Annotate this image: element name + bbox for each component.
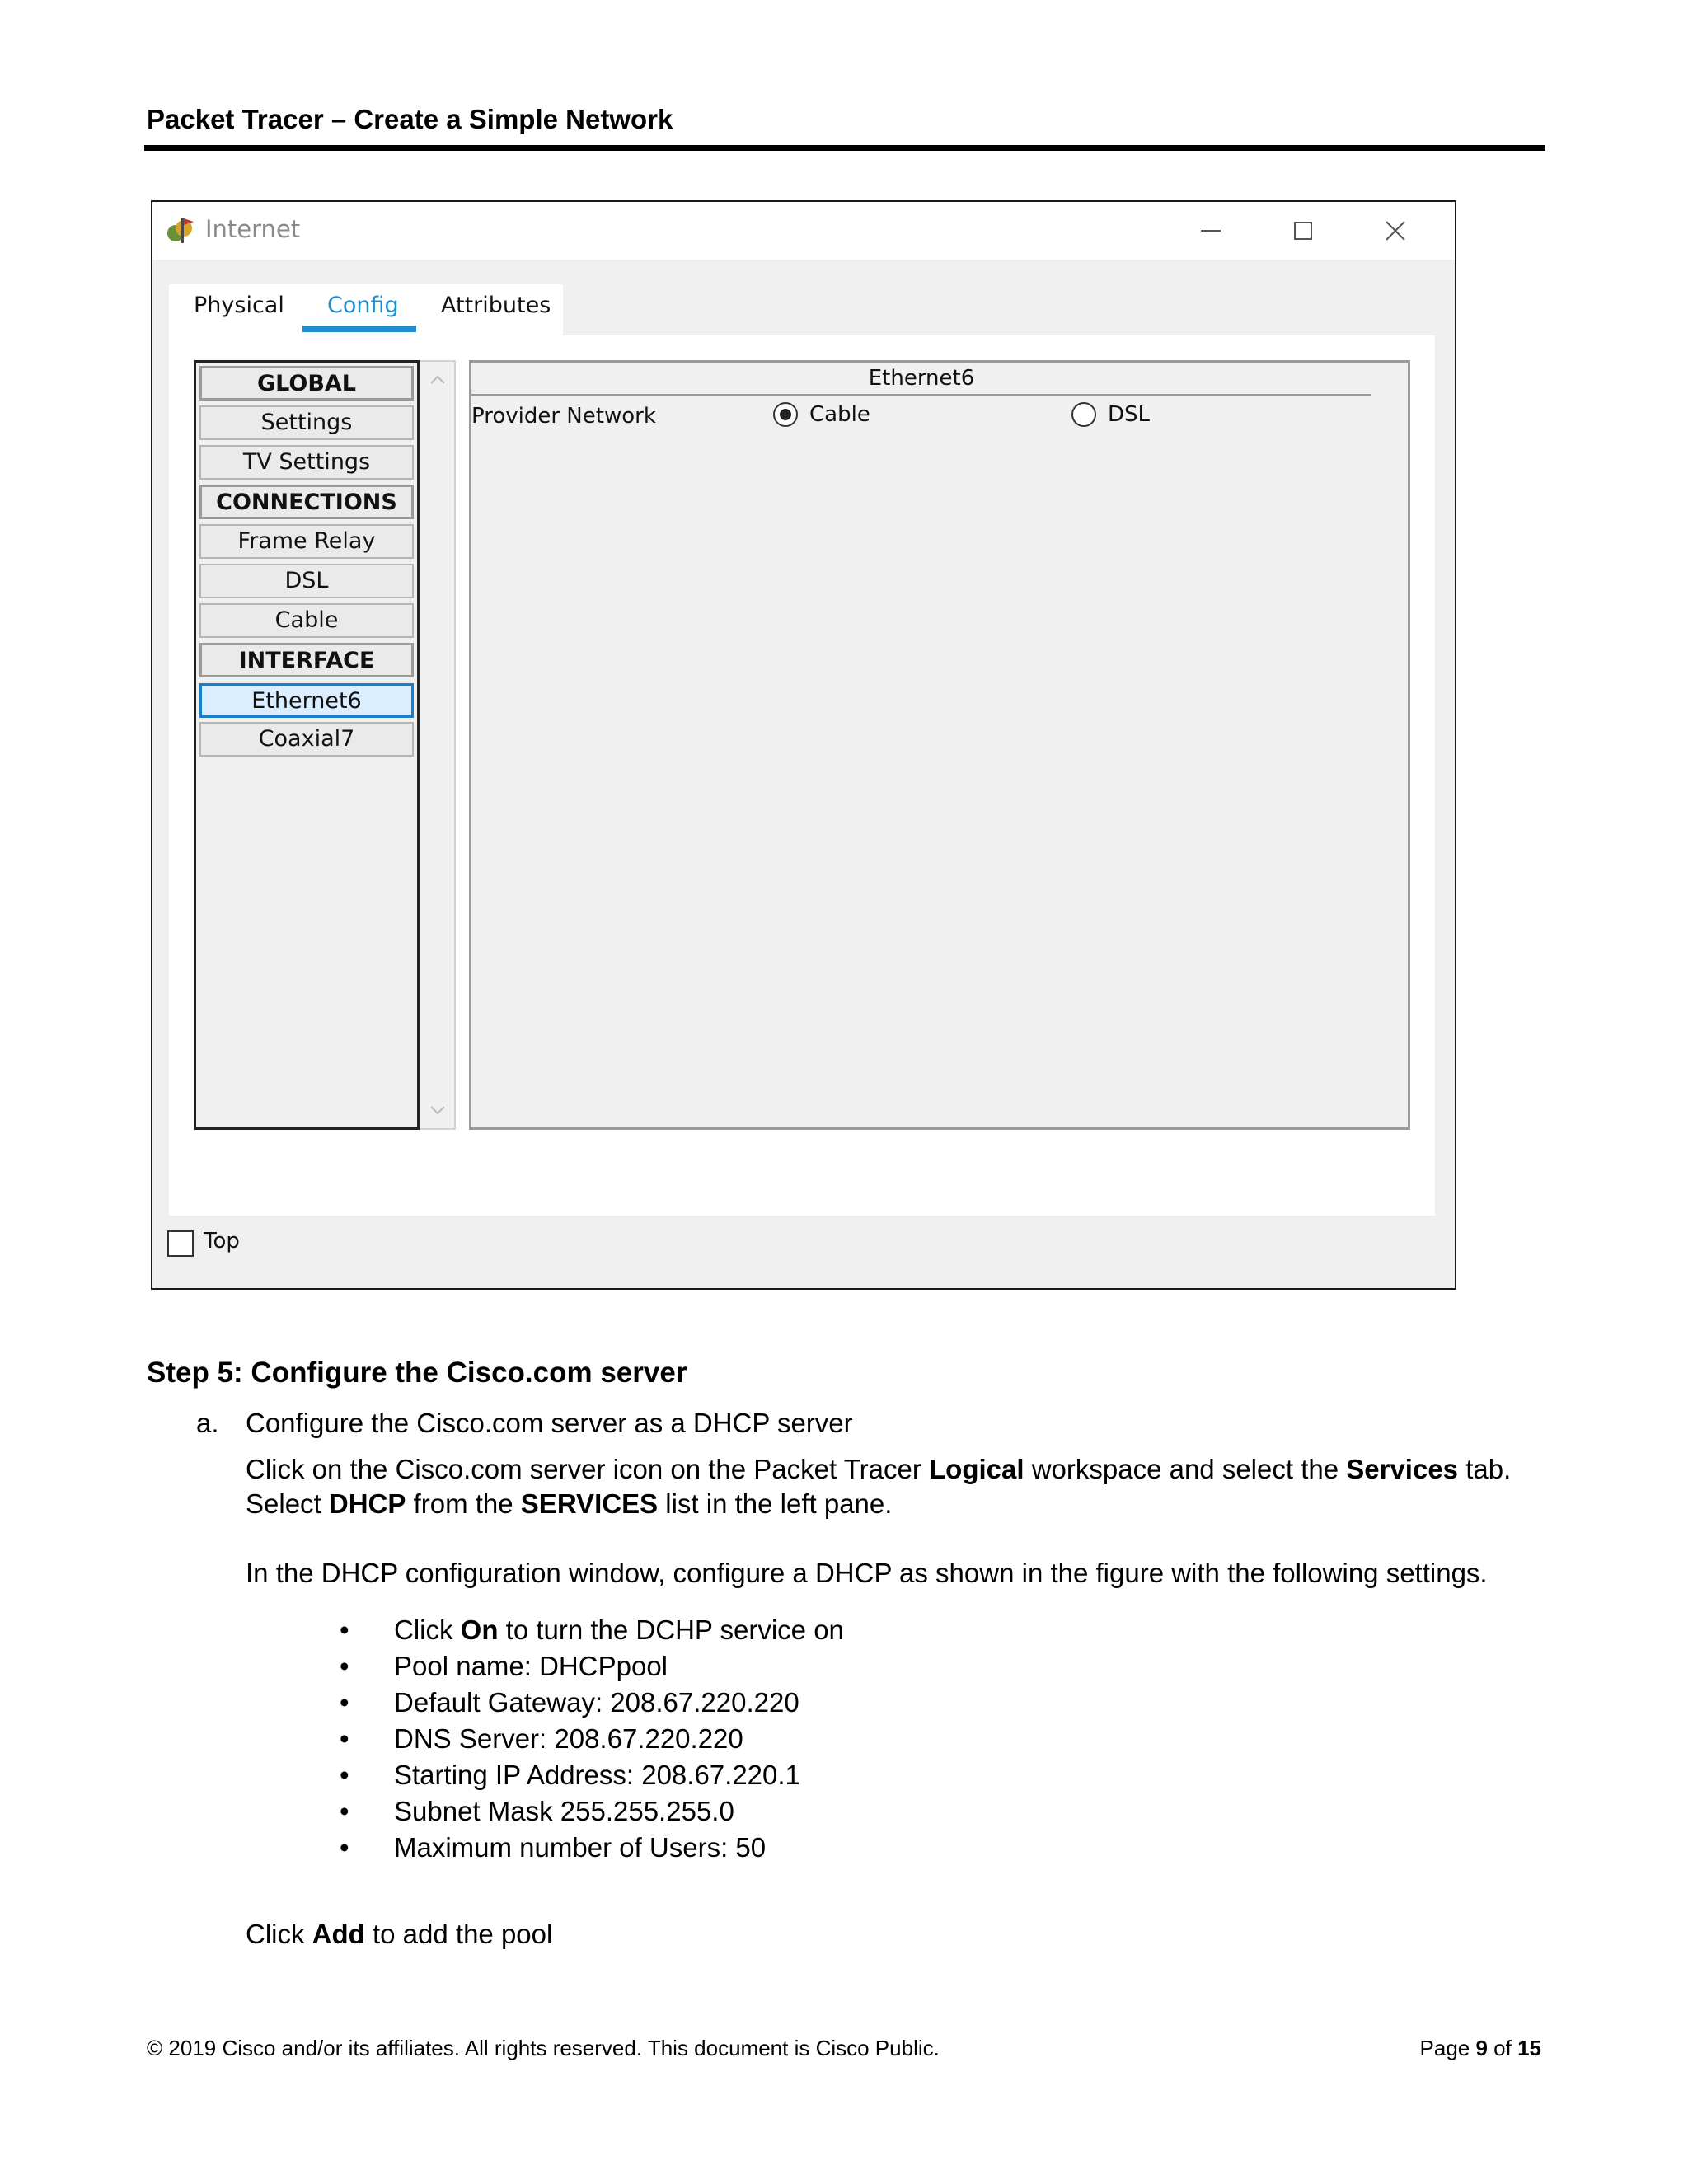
radio-dsl-dot[interactable] xyxy=(1071,402,1096,427)
tab-config[interactable]: Config xyxy=(327,293,399,318)
list-item: • Maximum number of Users: 50 xyxy=(340,1830,844,1866)
tab-strip xyxy=(169,284,563,335)
tab-attributes[interactable]: Attributes xyxy=(441,293,551,318)
maximize-button[interactable] xyxy=(1257,202,1349,260)
top-checkbox-label: Top xyxy=(204,1229,240,1254)
nav-item-tv-settings[interactable]: TV Settings xyxy=(199,445,414,480)
nav-heading-interface: INTERFACE xyxy=(199,643,414,677)
nav-heading-connections: CONNECTIONS xyxy=(199,485,414,519)
close-button[interactable] xyxy=(1349,202,1442,260)
nav-heading-global: GLOBAL xyxy=(199,366,414,401)
active-tab-indicator xyxy=(302,326,416,332)
instruction-paragraph-1: Click on the Cisco.com server icon on the Packet Tracer Logical workspace and select the Services tab. Select DHCP from the SERVICES list in the left pane. xyxy=(246,1454,1512,1519)
radio-cable[interactable] xyxy=(773,402,870,427)
app-window xyxy=(151,200,1456,1290)
minimize-icon xyxy=(1199,219,1222,242)
list-item: • Default Gateway: 208.67.220.220 xyxy=(340,1685,844,1721)
title-bar[interactable] xyxy=(152,202,1455,260)
list-item: • Click On to turn the DCHP service on xyxy=(340,1612,844,1648)
footer-copyright: © 2019 Cisco and/or its affiliates. All rights reserved. This document is Cisco Public. xyxy=(147,2036,940,2060)
nav-item-cable[interactable]: Cable xyxy=(199,603,414,638)
maximize-icon xyxy=(1292,219,1315,242)
window-title: Internet xyxy=(205,215,301,243)
header-rule xyxy=(144,145,1545,151)
nav-item-ethernet6[interactable]: Ethernet6 xyxy=(199,683,414,718)
nav-item-coaxial7[interactable]: Coaxial7 xyxy=(199,722,414,757)
interface-title-rule xyxy=(471,394,1372,396)
instruction-paragraph-3: Click Add to add the pool xyxy=(246,1919,553,1949)
radio-dsl[interactable] xyxy=(1071,402,1150,427)
item-marker: a. xyxy=(196,1408,219,1438)
close-icon xyxy=(1384,219,1407,242)
scroll-down-icon[interactable] xyxy=(429,1105,446,1117)
doc-header: Packet Tracer – Create a Simple Network xyxy=(147,104,673,134)
settings-list xyxy=(340,1612,844,1866)
nav-scrollbar[interactable] xyxy=(420,360,456,1130)
footer-page-number: Page 9 of 15 xyxy=(1419,2036,1541,2060)
scroll-up-icon[interactable] xyxy=(429,373,446,385)
step-heading: Step 5: Configure the Cisco.com server xyxy=(147,1357,687,1389)
internet-cloud-icon xyxy=(164,213,197,246)
radio-cable-dot[interactable] xyxy=(773,402,798,427)
item-text: Configure the Cisco.com server as a DHCP server xyxy=(246,1408,853,1438)
nav-item-settings[interactable]: Settings xyxy=(199,405,414,440)
tab-physical[interactable]: Physical xyxy=(194,293,284,318)
minimize-button[interactable] xyxy=(1165,202,1257,260)
nav-item-frame-relay[interactable]: Frame Relay xyxy=(199,524,414,559)
instruction-paragraph-2: In the DHCP configuration window, configure a DHCP as shown in the figure with the following settings. xyxy=(246,1558,1488,1588)
top-checkbox[interactable] xyxy=(167,1230,194,1257)
interface-title: Ethernet6 xyxy=(868,366,975,391)
radio-cable-label: Cable xyxy=(809,402,870,427)
radio-dsl-label: DSL xyxy=(1108,402,1151,427)
list-item: • Pool name: DHCPpool xyxy=(340,1648,844,1685)
provider-network-label: Provider Network xyxy=(471,404,656,429)
nav-item-dsl[interactable]: DSL xyxy=(199,564,414,598)
list-item: • Subnet Mask 255.255.255.0 xyxy=(340,1793,844,1830)
config-panel xyxy=(169,335,1435,1216)
config-nav-list xyxy=(194,360,420,1130)
interface-content xyxy=(469,360,1410,1130)
list-item: • DNS Server: 208.67.220.220 xyxy=(340,1721,844,1757)
list-item: • Starting IP Address: 208.67.220.1 xyxy=(340,1757,844,1793)
